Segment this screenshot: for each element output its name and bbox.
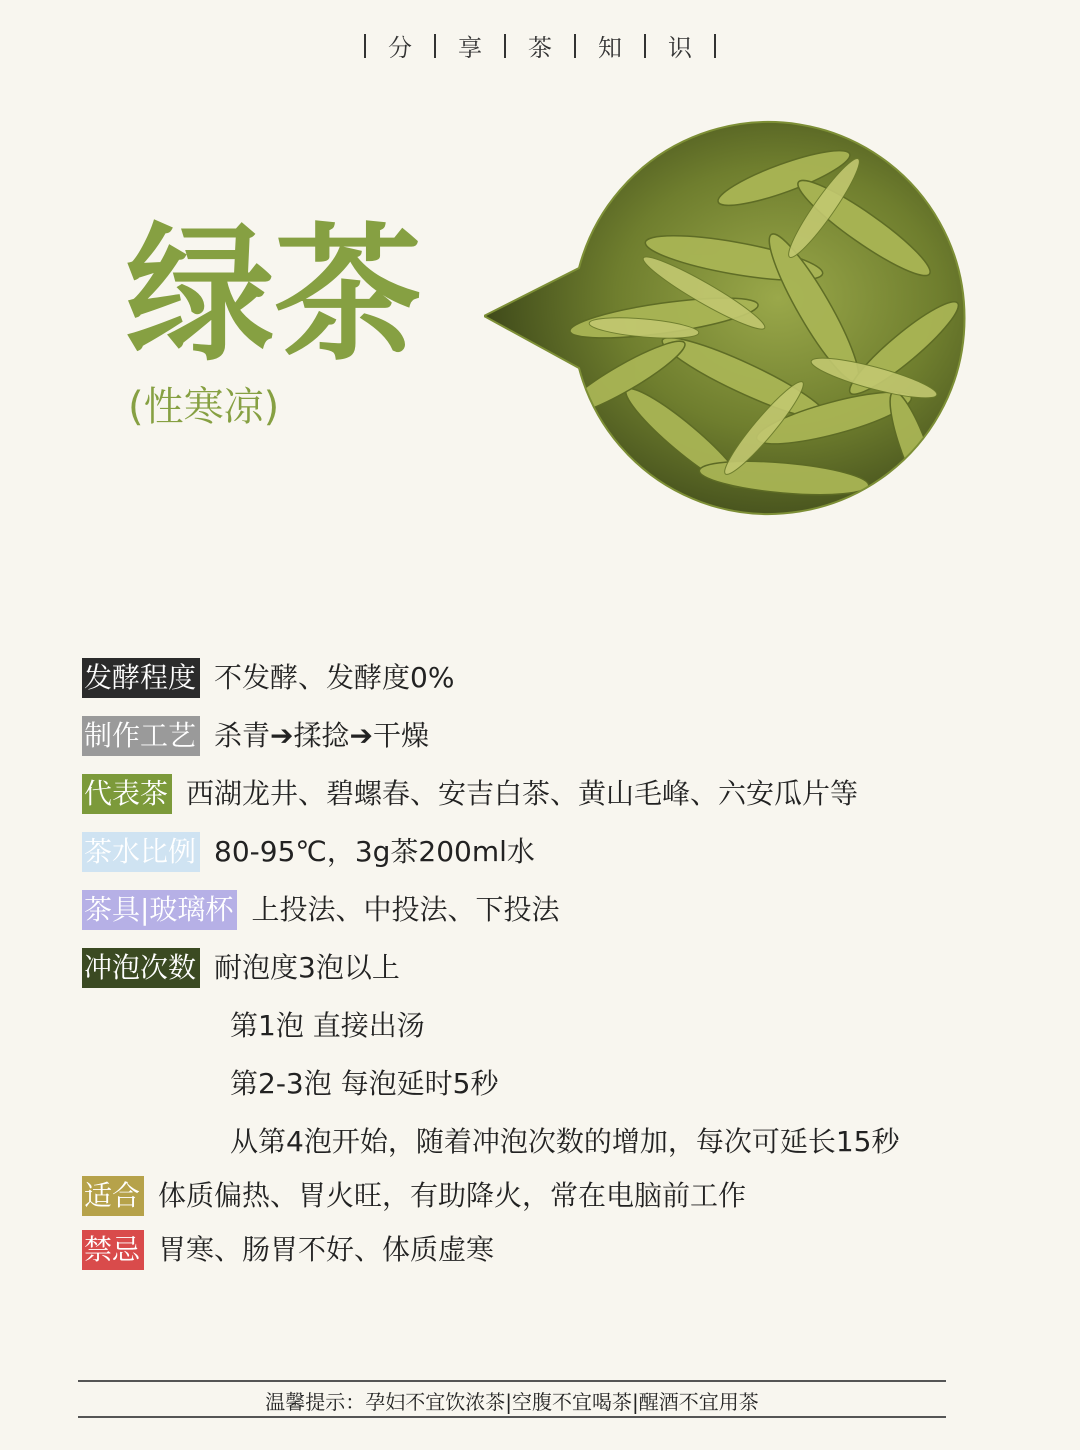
steep-detail-2 — [82, 1062, 1022, 1106]
steep-detail-1 — [82, 1004, 1022, 1048]
value-avoid: 胃寒、肠胃不好、体质虚寒 — [158, 1233, 495, 1266]
info-row-process — [82, 714, 1022, 758]
value-fermentation: 不发酵、发酵度0% — [214, 661, 455, 694]
steep-detail-3 — [82, 1120, 1022, 1164]
label-representative-tea: 代表茶 — [82, 774, 172, 814]
label-teaware: 茶具|玻璃杯 — [82, 890, 237, 930]
value-steep-count: 耐泡度3泡以上 — [214, 951, 400, 984]
info-row-representative-tea — [82, 772, 1022, 816]
info-row-fermentation — [82, 656, 1022, 700]
footer-top-rule — [78, 1380, 946, 1382]
info-row-suitable — [82, 1174, 1022, 1218]
footer-tip: 温馨提示：孕妇不宜饮浓茶|空腹不宜喝茶|醒酒不宜用茶 — [265, 1390, 759, 1414]
label-tea-water-ratio: 茶水比例 — [82, 832, 200, 872]
tea-info-list — [82, 656, 1022, 1286]
green-tea-leaves-image — [484, 118, 974, 518]
footer-bottom-rule — [78, 1416, 946, 1418]
value-representative-tea: 西湖龙井、碧螺春、安吉白茶、黄山毛峰、六安瓜片等 — [186, 777, 859, 810]
header-separator — [644, 34, 646, 58]
steep-detail-text: 第1泡 直接出汤 — [230, 1009, 425, 1042]
header-separator — [504, 34, 506, 58]
label-process: 制作工艺 — [82, 716, 200, 756]
info-row-teaware — [82, 888, 1022, 932]
label-suitable: 适合 — [82, 1176, 144, 1216]
value-process: 杀青➔揉捻➔干燥 — [214, 719, 429, 752]
value-tea-water-ratio: 80-95℃，3g茶200ml水 — [214, 835, 535, 868]
value-suitable: 体质偏热、胃火旺，有助降火，常在电脑前工作 — [158, 1179, 747, 1212]
header-separator — [714, 34, 716, 58]
header-char-4: 知 — [598, 34, 622, 62]
info-row-avoid — [82, 1228, 1022, 1272]
header-separator — [364, 34, 366, 58]
header-char-2: 享 — [458, 34, 482, 62]
top-header — [0, 28, 1080, 63]
header-char-5: 识 — [668, 34, 692, 62]
header-char-3: 茶 — [528, 34, 552, 62]
page-subtitle: (性寒凉) — [128, 384, 280, 430]
steep-detail-text: 从第4泡开始，随着冲泡次数的增加，每次可延长15秒 — [230, 1125, 900, 1158]
info-row-steep-count — [82, 946, 1022, 990]
label-steep-count: 冲泡次数 — [82, 948, 200, 988]
label-fermentation: 发酵程度 — [82, 658, 200, 698]
value-teaware: 上投法、中投法、下投法 — [251, 893, 560, 926]
header-separator — [574, 34, 576, 58]
label-avoid: 禁忌 — [82, 1230, 144, 1270]
steep-detail-text: 第2-3泡 每泡延时5秒 — [230, 1067, 499, 1100]
header-char-1: 分 — [388, 34, 412, 62]
page-title: 绿茶 — [126, 209, 422, 381]
info-row-tea-water-ratio — [82, 830, 1022, 874]
header-separator — [434, 34, 436, 58]
